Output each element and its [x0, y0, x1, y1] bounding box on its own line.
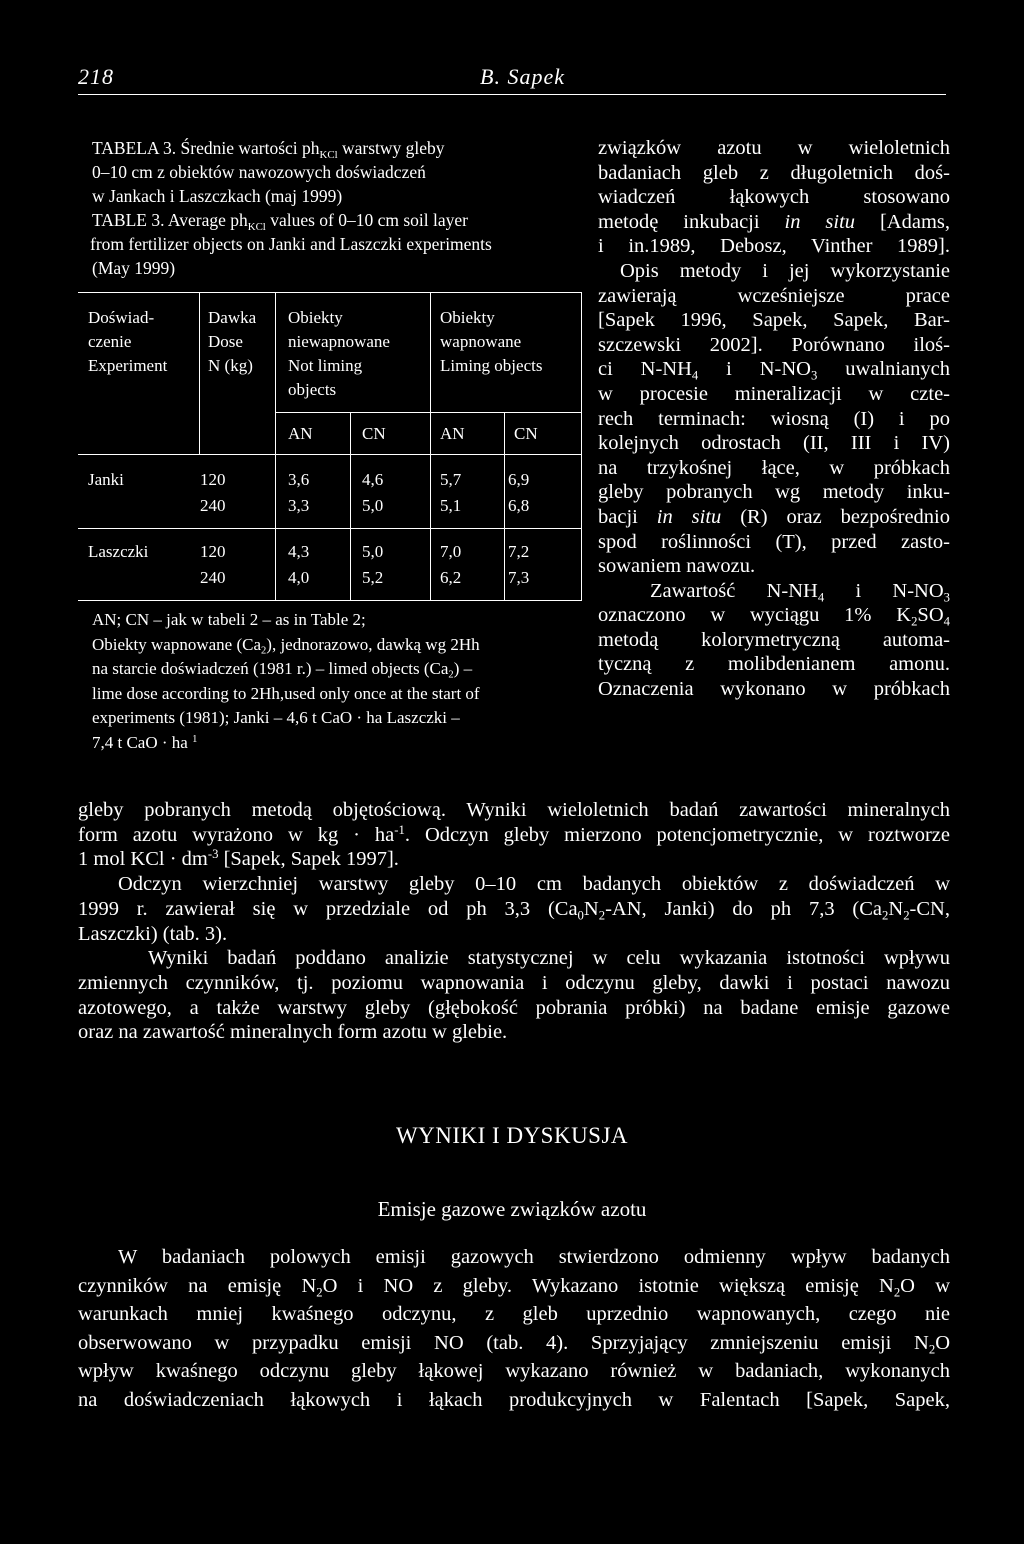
- text-line: Oznaczenia wykonano w próbkach: [598, 678, 950, 701]
- table-vrule: [581, 292, 582, 600]
- subsection-heading: Emisje gazowe związków azotu: [377, 1197, 647, 1221]
- cell-value: 7,2: [508, 542, 530, 561]
- caption-en-line1: TABLE 3. Average $ph_{KCl}$ values of 0–10 cm soil layer: [92, 210, 468, 233]
- text-line: wpływ kwaśnego odczynu gleby łąkowej wykazano również w badaniach, wykonanych: [78, 1360, 950, 1383]
- text-line: Odczyn wierzchniej warstwy gleby 0–10 cm badanych obiektów z doświadczeń w: [118, 873, 950, 896]
- caption-pl-line1: TABELA 3. Średnie wartości $ph_{KCl}$ warstwy gleby: [92, 138, 445, 161]
- table-vrule: [350, 412, 351, 600]
- caption-en-line2: from fertilizer objects on Janki and Laszczki experiments: [90, 234, 492, 254]
- text-line: na doświadczeniach łąkowych i łąkach produkcyjnych w Falentach [Sapek, Sapek,: [78, 1388, 950, 1411]
- text-line: Opis metody i jej wykorzystanie: [620, 259, 950, 282]
- cell-value: 4,0: [288, 568, 310, 587]
- table-top-rule: [78, 292, 582, 293]
- subheader-cn: CN: [362, 424, 386, 443]
- text-line: badaniach gleb z długoletnich doś-: [598, 161, 950, 184]
- note-line: na starcie doświadczeń (1981 r.) – limed objects $(Ca_2)$ –: [92, 659, 473, 681]
- row-experiment: Janki: [88, 470, 124, 489]
- text-line: spod roślinności (T), przed zasto-: [598, 530, 950, 553]
- header-not-liming: objects: [288, 380, 337, 399]
- note-line: 7,4 t CaO · ha $^1$: [92, 732, 198, 752]
- table-notes: [92, 608, 562, 755]
- subheader-an: AN: [440, 424, 465, 443]
- header-dose: Dose: [208, 332, 243, 351]
- body-text-2: [78, 1243, 950, 1415]
- header-liming: wapnowane: [440, 332, 522, 351]
- text-line: rech terminach: wiosną (I) i po: [598, 407, 950, 430]
- text-line: ci $N-NH_4$ i $N-NO_3$ uwalnianych: [598, 358, 950, 383]
- table-vrule: [199, 292, 200, 454]
- text-line: kolejnych odrostach (II, III i IV): [598, 432, 950, 455]
- table-hrule: [78, 528, 582, 529]
- note-line: Obiekty wapnowane $(Ca_2)$, jednorazowo, dawką wg 2Hh: [92, 634, 480, 657]
- header-experiment: Experiment: [88, 356, 168, 375]
- text-line: obserwowano w przypadku emisji NO (tab. 4). Sprzyjający zmniejszeniu emisji $N_2O$: [78, 1331, 950, 1357]
- header-dose: N (kg): [208, 356, 253, 375]
- cell-value: 7,0: [440, 542, 462, 561]
- cell-value: 5,0: [362, 542, 384, 561]
- text-line: [Sapek 1996, Sapek, Sapek, Bar-: [598, 309, 950, 332]
- row-dose: 120: [200, 542, 226, 561]
- text-line: zawierają wcześniejsze prace: [598, 284, 950, 307]
- caption-pl-line3: w Jankach i Laszczkach (maj 1999): [92, 186, 343, 206]
- running-head-author: B. Sapek: [480, 64, 565, 89]
- cell-value: 7,3: [508, 568, 530, 587]
- header-not-liming: niewapnowane: [288, 332, 390, 351]
- table-vrule: [275, 292, 276, 600]
- text-line: gleby pobranych wg metody inku-: [598, 481, 950, 504]
- text-line: 1 mol KCl · $dm^{-3}$ [Sapek, Sapek 1997].: [78, 847, 399, 871]
- cell-value: 3,3: [288, 496, 310, 515]
- table-bottom-rule: [78, 600, 582, 601]
- text-line: sowaniem nawozu.: [598, 555, 756, 578]
- cell-value: 4,3: [288, 542, 310, 561]
- header-liming: Obiekty: [440, 308, 495, 327]
- header-liming: Liming objects: [440, 356, 543, 375]
- row-experiment: Laszczki: [88, 542, 149, 561]
- text-line: Laszczki) (tab. 3).: [78, 922, 228, 945]
- text-line: bacji in situ (R) oraz bezpośrednio: [598, 505, 950, 528]
- table-vrule: [504, 412, 505, 600]
- text-line: form azotu wyrażono w kg · $ha^{-1}$. Odczyn gleby mierzono potencjometrycznie, w roztworze: [78, 822, 950, 846]
- text-line: Zawartość $N-NH_4$ i $N-NO_3$: [650, 579, 951, 605]
- text-line: wiadczeń łąkowych stosowano: [598, 186, 950, 209]
- text-line: Wyniki badań poddano analizie statystycznej w celu wykazania istotności wpływu: [148, 947, 950, 970]
- section-heading: WYNIKI I DYSKUSJA: [395, 1123, 629, 1148]
- table-hrule: [275, 412, 582, 413]
- text-line: w procesie mineralizacji w czte-: [598, 382, 950, 405]
- header-experiment: Doświad-: [88, 308, 155, 327]
- text-line: azotowego, a także warstwy gleby (głębokość pobrania próbki) na badane emisje gazowe: [78, 996, 950, 1019]
- text-line: czynników na emisję $N_2O$ i NO z gleby. Wykazano istotnie większą emisję $N_2O$ w: [78, 1274, 950, 1300]
- text-line: 1999 r. zawierał się w przedziale od ph 3,3 ($Ca_0N_2-AN$, Janki) do ph 7,3 ($Ca_2N_2-CN$,: [78, 897, 950, 923]
- text-line: oznaczono w wyciągu 1% $K_2SO_4$: [598, 604, 950, 629]
- header-not-liming: Not liming: [288, 356, 363, 375]
- note-line: AN; CN – jak w tabeli 2 – as in Table 2;: [92, 610, 366, 629]
- subheader-an: AN: [288, 424, 313, 443]
- text-line: zmiennych czynników, tj. poziomu wapnowania i odczynu gleby, dawki i postaci nawozu: [78, 971, 950, 994]
- cell-value: 5,2: [362, 568, 384, 587]
- text-line: na trzykośnej łące, w próbkach: [598, 456, 950, 479]
- body-text: [78, 798, 950, 1045]
- cell-value: 5,1: [440, 496, 462, 515]
- subheader-cn: CN: [514, 424, 538, 443]
- cell-value: 5,0: [362, 496, 384, 515]
- cell-value: 4,6: [362, 470, 384, 489]
- note-line: lime dose according to 2Hh,used only once at the start of: [92, 683, 480, 703]
- text-line: metodą kolorymetryczną automa-: [598, 628, 950, 651]
- page-number: 218: [78, 64, 114, 89]
- text-line: metodę inkubacji in situ [Adams,: [598, 210, 951, 233]
- text-line: warunkach mniej kwaśnego odczynu, z gleb uprzednio wapnowanych, czego nie: [78, 1303, 950, 1326]
- cell-value: 6,8: [508, 496, 530, 515]
- cell-value: 5,7: [440, 470, 462, 489]
- table-hrule: [78, 454, 582, 455]
- header-rule: [78, 94, 946, 95]
- row-dose: 240: [200, 568, 226, 587]
- text-line: i in.1989, Debosz, Vinther 1989].: [598, 235, 950, 258]
- right-column-text: [598, 136, 950, 702]
- text-line: tyczną z molibdenianem amonu.: [598, 653, 950, 676]
- text-line: oraz na zawartość mineralnych form azotu w glebie.: [78, 1021, 508, 1044]
- cell-value: 3,6: [288, 470, 310, 489]
- caption-pl-line2: 0–10 cm z obiektów nawozowych doświadczeń: [92, 162, 426, 182]
- table-vrule: [430, 292, 431, 600]
- header-experiment: czenie: [88, 332, 132, 351]
- table-caption: [92, 136, 552, 280]
- cell-value: 6,9: [508, 470, 530, 489]
- cell-value: 6,2: [440, 568, 462, 587]
- text-line: gleby pobranych metodą objętościową. Wyniki wieloletnich badań zawartości mineralnych: [78, 799, 950, 821]
- row-dose: 120: [200, 470, 226, 489]
- header-dose: Dawka: [208, 308, 257, 327]
- text-line: związków azotu w wieloletnich: [598, 137, 950, 159]
- note-line: experiments (1981); Janki – 4,6 t CaO · ha Laszczki –: [92, 708, 460, 727]
- ph-table: [78, 292, 582, 602]
- row-dose: 240: [200, 496, 226, 515]
- header-not-liming: Obiekty: [288, 308, 343, 327]
- caption-en-line3: (May 1999): [92, 258, 176, 278]
- text-line: W badaniach polowych emisji gazowych stwierdzono odmienny wpływ badanych: [118, 1246, 950, 1268]
- text-line: szczewski 2002]. Porównano iloś-: [598, 333, 950, 356]
